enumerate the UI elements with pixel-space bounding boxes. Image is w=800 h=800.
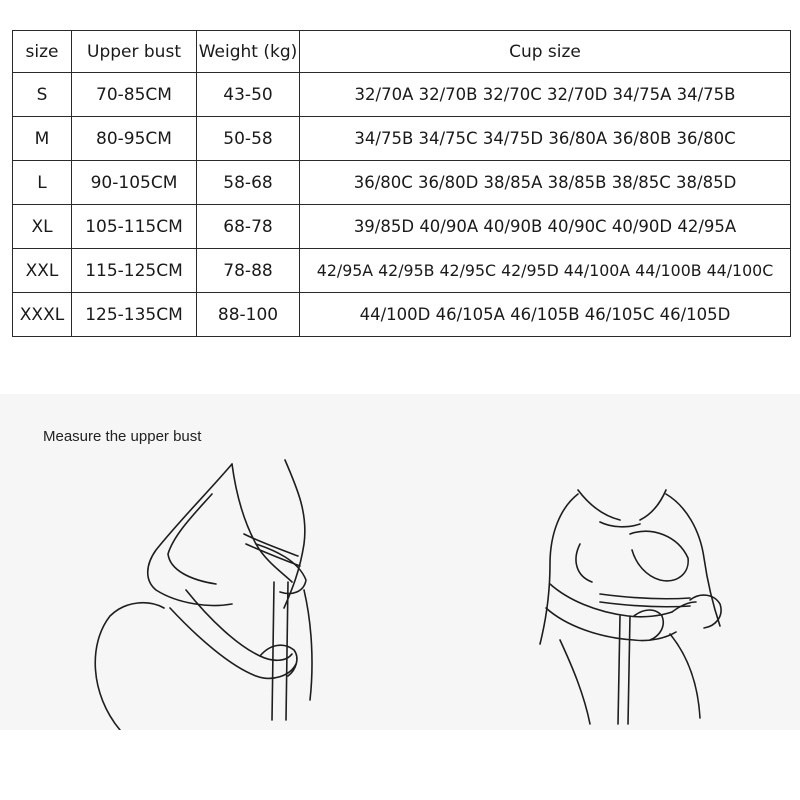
size-chart-table — [12, 30, 791, 337]
header-cup-size: Cup size — [300, 31, 791, 73]
weight-cell: 43-50 — [197, 73, 300, 117]
side-view-measuring-illustration — [60, 394, 350, 730]
upper-bust-cell: 125-135CM — [72, 293, 197, 337]
weight-cell: 78-88 — [197, 249, 300, 293]
table-row — [13, 161, 791, 205]
cup-size-cell: 32/70A 32/70B 32/70C 32/70D 34/75A 34/75B — [300, 73, 791, 117]
header-size: size — [13, 31, 72, 73]
weight-cell: 50-58 — [197, 117, 300, 161]
cup-size-cell: 44/100D 46/105A 46/105B 46/105C 46/105D — [300, 293, 791, 337]
weight-cell: 68-78 — [197, 205, 300, 249]
size-cell: M — [13, 117, 72, 161]
measure-caption: Measure the upper bust — [43, 428, 202, 445]
size-cell: XXXL — [13, 293, 72, 337]
upper-bust-cell: 105-115CM — [72, 205, 197, 249]
front-view-measuring-illustration — [520, 394, 770, 730]
table-row — [13, 117, 791, 161]
cup-size-cell: 39/85D 40/90A 40/90B 40/90C 40/90D 42/95A — [300, 205, 791, 249]
table-row — [13, 249, 791, 293]
measurement-guide-panel — [0, 394, 800, 730]
cup-size-cell: 36/80C 36/80D 38/85A 38/85B 38/85C 38/85D — [300, 161, 791, 205]
upper-bust-cell: 80-95CM — [72, 117, 197, 161]
size-cell: L — [13, 161, 72, 205]
size-cell: XL — [13, 205, 72, 249]
table-row — [13, 205, 791, 249]
table-row — [13, 293, 791, 337]
upper-bust-cell: 115-125CM — [72, 249, 197, 293]
table-header-row — [13, 31, 791, 73]
size-cell: S — [13, 73, 72, 117]
header-upper-bust: Upper bust — [72, 31, 197, 73]
size-cell: XXL — [13, 249, 72, 293]
cup-size-cell: 42/95A 42/95B 42/95C 42/95D 44/100A 44/100B 44/100C — [300, 249, 791, 293]
cup-size-cell: 34/75B 34/75C 34/75D 36/80A 36/80B 36/80C — [300, 117, 791, 161]
table-row — [13, 73, 791, 117]
weight-cell: 58-68 — [197, 161, 300, 205]
header-weight: Weight (kg) — [197, 31, 300, 73]
weight-cell: 88-100 — [197, 293, 300, 337]
upper-bust-cell: 90-105CM — [72, 161, 197, 205]
upper-bust-cell: 70-85CM — [72, 73, 197, 117]
